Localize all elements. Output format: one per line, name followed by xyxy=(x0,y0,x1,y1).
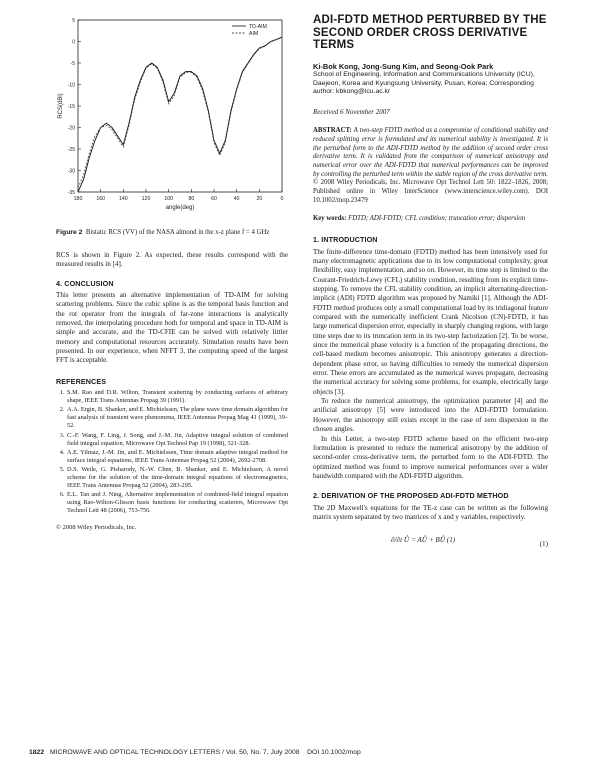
abstract xyxy=(313,127,548,205)
intro-paragraph-1: The finite-difference time-domain (FDTD) method has been intensively used for many electromagnetic applications due to its low computational complexity, great flexibility, easy implementation, and so on. However, its time step is limited to the Courant-Friedrich-Lewy (CFL) stability condition, resulting from its explicit time-stepping. To remove the CFL stability condition, an implicit alternating-direction-implicit (ADI) FDTD algorithm was proposed by Namiki [1]. Although the ADI-FDTD method produces only a small computational load by its tridiagonal feature compared with the numerically inefficient Crank Nicolson (CN)-FDTD, it has large numerical dispersion error, especially in sharply changing regions, with large time steps due to its truncation term in its two-step factorization [2]. To be worse, since the numerical phase velocity is a function of the propagating directions, the cell-based medium becomes anisotropic. This anisotropy generates a direction-dependent phase error, so having difficulties to remedy the numerical dispersion error. These errors are accumulated as the numerical waves propagate, decreasing the numerical accuracy for solving some problems, for example, electrically large objects [3]. xyxy=(313,247,548,396)
x-tick-label: 0 xyxy=(280,196,284,202)
article-authors: Ki-Bok Kong, Jong-Sung Kim, and Seong-Ook Park xyxy=(313,61,494,71)
references-list xyxy=(56,389,288,515)
reference-item: 3. C.-F. Wang, F. Ling, J. Song, and J.-M. Jin, Adaptive integral solution of combined field integral equation, Microwave Opt Technol Pap 19 (1998), 321-328. xyxy=(66,432,288,448)
x-tick-label: 160 xyxy=(96,196,105,202)
legend-label: TD-AIM xyxy=(249,24,267,30)
y-tick-label: -15 xyxy=(67,104,75,110)
y-tick-label: -20 xyxy=(67,125,75,132)
page-footer xyxy=(29,749,577,756)
results-paragraph: RCS is shown in Figure 2. As expected, these results correspond with the measured results in [4]. xyxy=(56,250,288,269)
x-tick-label: 80 xyxy=(188,196,195,202)
x-tick-label: 140 xyxy=(119,196,128,202)
keywords xyxy=(313,215,548,224)
x-tick-label: 40 xyxy=(233,196,240,202)
references-heading: REFERENCES xyxy=(56,376,107,386)
x-tick-label: 60 xyxy=(211,196,217,202)
y-axis-label: RCS(dBi) xyxy=(58,93,64,119)
reference-item: 4. A.E. Yilmaz, J.-M. Jin, and E. Michielssen, Time domain adaptive integral method for surface integral equations, IEEE Trans Antennas Propag 52 (2004), 2692-2708. xyxy=(66,449,288,465)
figure-caption-text: Bistatic RCS (VV) of the NASA almond in the x-z plane f = 4 GHz xyxy=(85,229,270,236)
received-date: Received 6 November 2007 xyxy=(313,107,390,116)
conclusion-paragraph: This letter presents an alternative implementation of TD-AIM for solving scattering problems. Since the cubic spline is as the temporal basis function and the rot operator from the integrals of far-zone interactions is analytically removed, the interpolating procedure both for temporal and space in TD-AIM is simple and accurate, and the TD-CFIE can be solved with relatively littler memory and computational resources accurately. Simulation results have been presented. In our experience, when NFFT 3, the computing speed of the largest FFT is acceptable. xyxy=(56,290,288,365)
intro-paragraph-2: To reduce the numerical anisotropy, the optimization parameter [4] and the artificial anisotropy [5] were introduced into the ADI-FDTD formulation. However, the anisotropy still exists except in the case of zero dispersion in the chosen angles. xyxy=(313,397,548,434)
abstract-publication: © 2008 Wiley Periodicals, Inc. Microwave Opt Technol Lett 50: 1822–1826, 2008; Published online in Wiley InterScience (www.interscience.wiley.com). DOI 10.1002/mop.23479 xyxy=(313,179,548,204)
section-4-heading: 4. CONCLUSION xyxy=(56,278,114,288)
reference-item: 1. S.M. Rao and D.R. Wilton, Transient scattering by conducting surfaces of arbitrary shape, IEEE Trans Antennas Propag 39 (1991). xyxy=(66,389,288,405)
reference-item: 6. E.L. Tan and J. Ning, Alternative implementation of combined-field integral equation using Rao-Wilton-Glisson basis functions for conducting scatterers, Microwave Opt Technol Lett 48 (2006), 753-756. xyxy=(66,491,288,515)
x-tick-label: 100 xyxy=(164,196,173,202)
section-1-heading: 1. INTRODUCTION xyxy=(313,235,378,245)
figure-caption xyxy=(56,229,288,238)
legend-label: AIM xyxy=(249,31,259,37)
page-number: 1822 xyxy=(29,749,45,756)
abstract-text: A two-step FDTD method as a compromise of conditional stability and reduced splitting error is formulated and its numerical stability is investigated. It is the perturbed form to the ADI-FDTD method by the addition of second order cross derivative term. It is validated from the comparison of numerical anisotropy and numerical error over the ADI-FDTD that numerical performances can be improved by controlling the perturbed term within the stable region of the cross derivative term. xyxy=(313,127,549,178)
footer-doi: DOI 10.1002/mop xyxy=(307,749,361,756)
figure-caption-label: Figure 2 xyxy=(56,229,83,236)
journal-name: MICROWAVE AND OPTICAL TECHNOLOGY LETTERS / Vol. 50, No. 7, July 2008 xyxy=(50,749,300,756)
x-axis-label: angle(deg) xyxy=(165,205,195,211)
y-tick-label: 5 xyxy=(72,18,75,24)
y-tick-label: 0 xyxy=(72,39,75,46)
reference-item: 5. D.S. Weile, G. Pisharody, N.-W. Chen, B. Shanker, and E. Michielssen, A novel scheme for the solution of the time-domain integral equations of electromagnetics, IEEE Trans Antennas Propag 52 (2004), 283-295. xyxy=(66,466,288,490)
x-tick-label: 120 xyxy=(141,196,151,202)
article-title: ADI-FDTD METHOD PERTURBED BY THE SECOND ORDER CROSS DERIVATIVE TERMS xyxy=(313,14,547,52)
equation-1-body: ∂/∂t Û = AÛ + BÛ (1) xyxy=(391,536,456,545)
derivation-paragraph: The 2D Maxwell's equations for the TE-z case can be written as the following matrix system separated by two matrices of x and y variables, respectively. xyxy=(313,503,548,521)
equation-1 xyxy=(313,536,548,554)
y-tick-label: -35 xyxy=(67,190,75,196)
reference-item: 2. A.A. Ergin, B. Shanker, and E. Michielssen, The plane wave time domain algorithm for fast analysis of transient wave phenomena, IEEE Antennas Propag Mag 41 (1999), 39–52. xyxy=(66,406,288,430)
y-tick-label: -25 xyxy=(67,147,75,153)
left-copyright: © 2008 Wiley Periodicals, Inc. xyxy=(56,524,137,532)
article-affiliation: School of Engineering, Information and Communications University (ICU), Daejeon, Korea and Kyungsung University, Pusan, Korea; Corresponding author: kbkong@icu.ac.kr xyxy=(313,71,535,96)
x-tick-label: 20 xyxy=(256,196,263,202)
abstract-label: ABSTRACT: xyxy=(313,127,352,135)
equation-1-number: (1) xyxy=(539,540,548,549)
intro-paragraph-3: In this Letter, a two-step FDTD scheme based on the efficient two-step formulation is presented to reduce the numerical anisotropy by the addition of second-order cross-derivative term, the perturbed form to the ADI-FDTD. The optimized method was found to improve numerical performances over a wider bandwidth compared with the ADI-FDTD algorithm. xyxy=(313,434,548,480)
y-tick-label: -10 xyxy=(67,82,75,89)
y-tick-label: -30 xyxy=(67,168,75,175)
keywords-text: FDTD; ADI-FDTD; CFL condition; truncation error; dispersion xyxy=(348,214,526,222)
left-column xyxy=(56,14,288,533)
x-tick-label: 180 xyxy=(73,196,83,202)
y-tick-label: -5 xyxy=(70,61,75,67)
keywords-label: Key words: xyxy=(313,214,347,222)
section-2-heading: 2. DERIVATION OF THE PROPOSED ADI-FDTD METHOD xyxy=(313,491,509,501)
right-column xyxy=(313,14,548,554)
